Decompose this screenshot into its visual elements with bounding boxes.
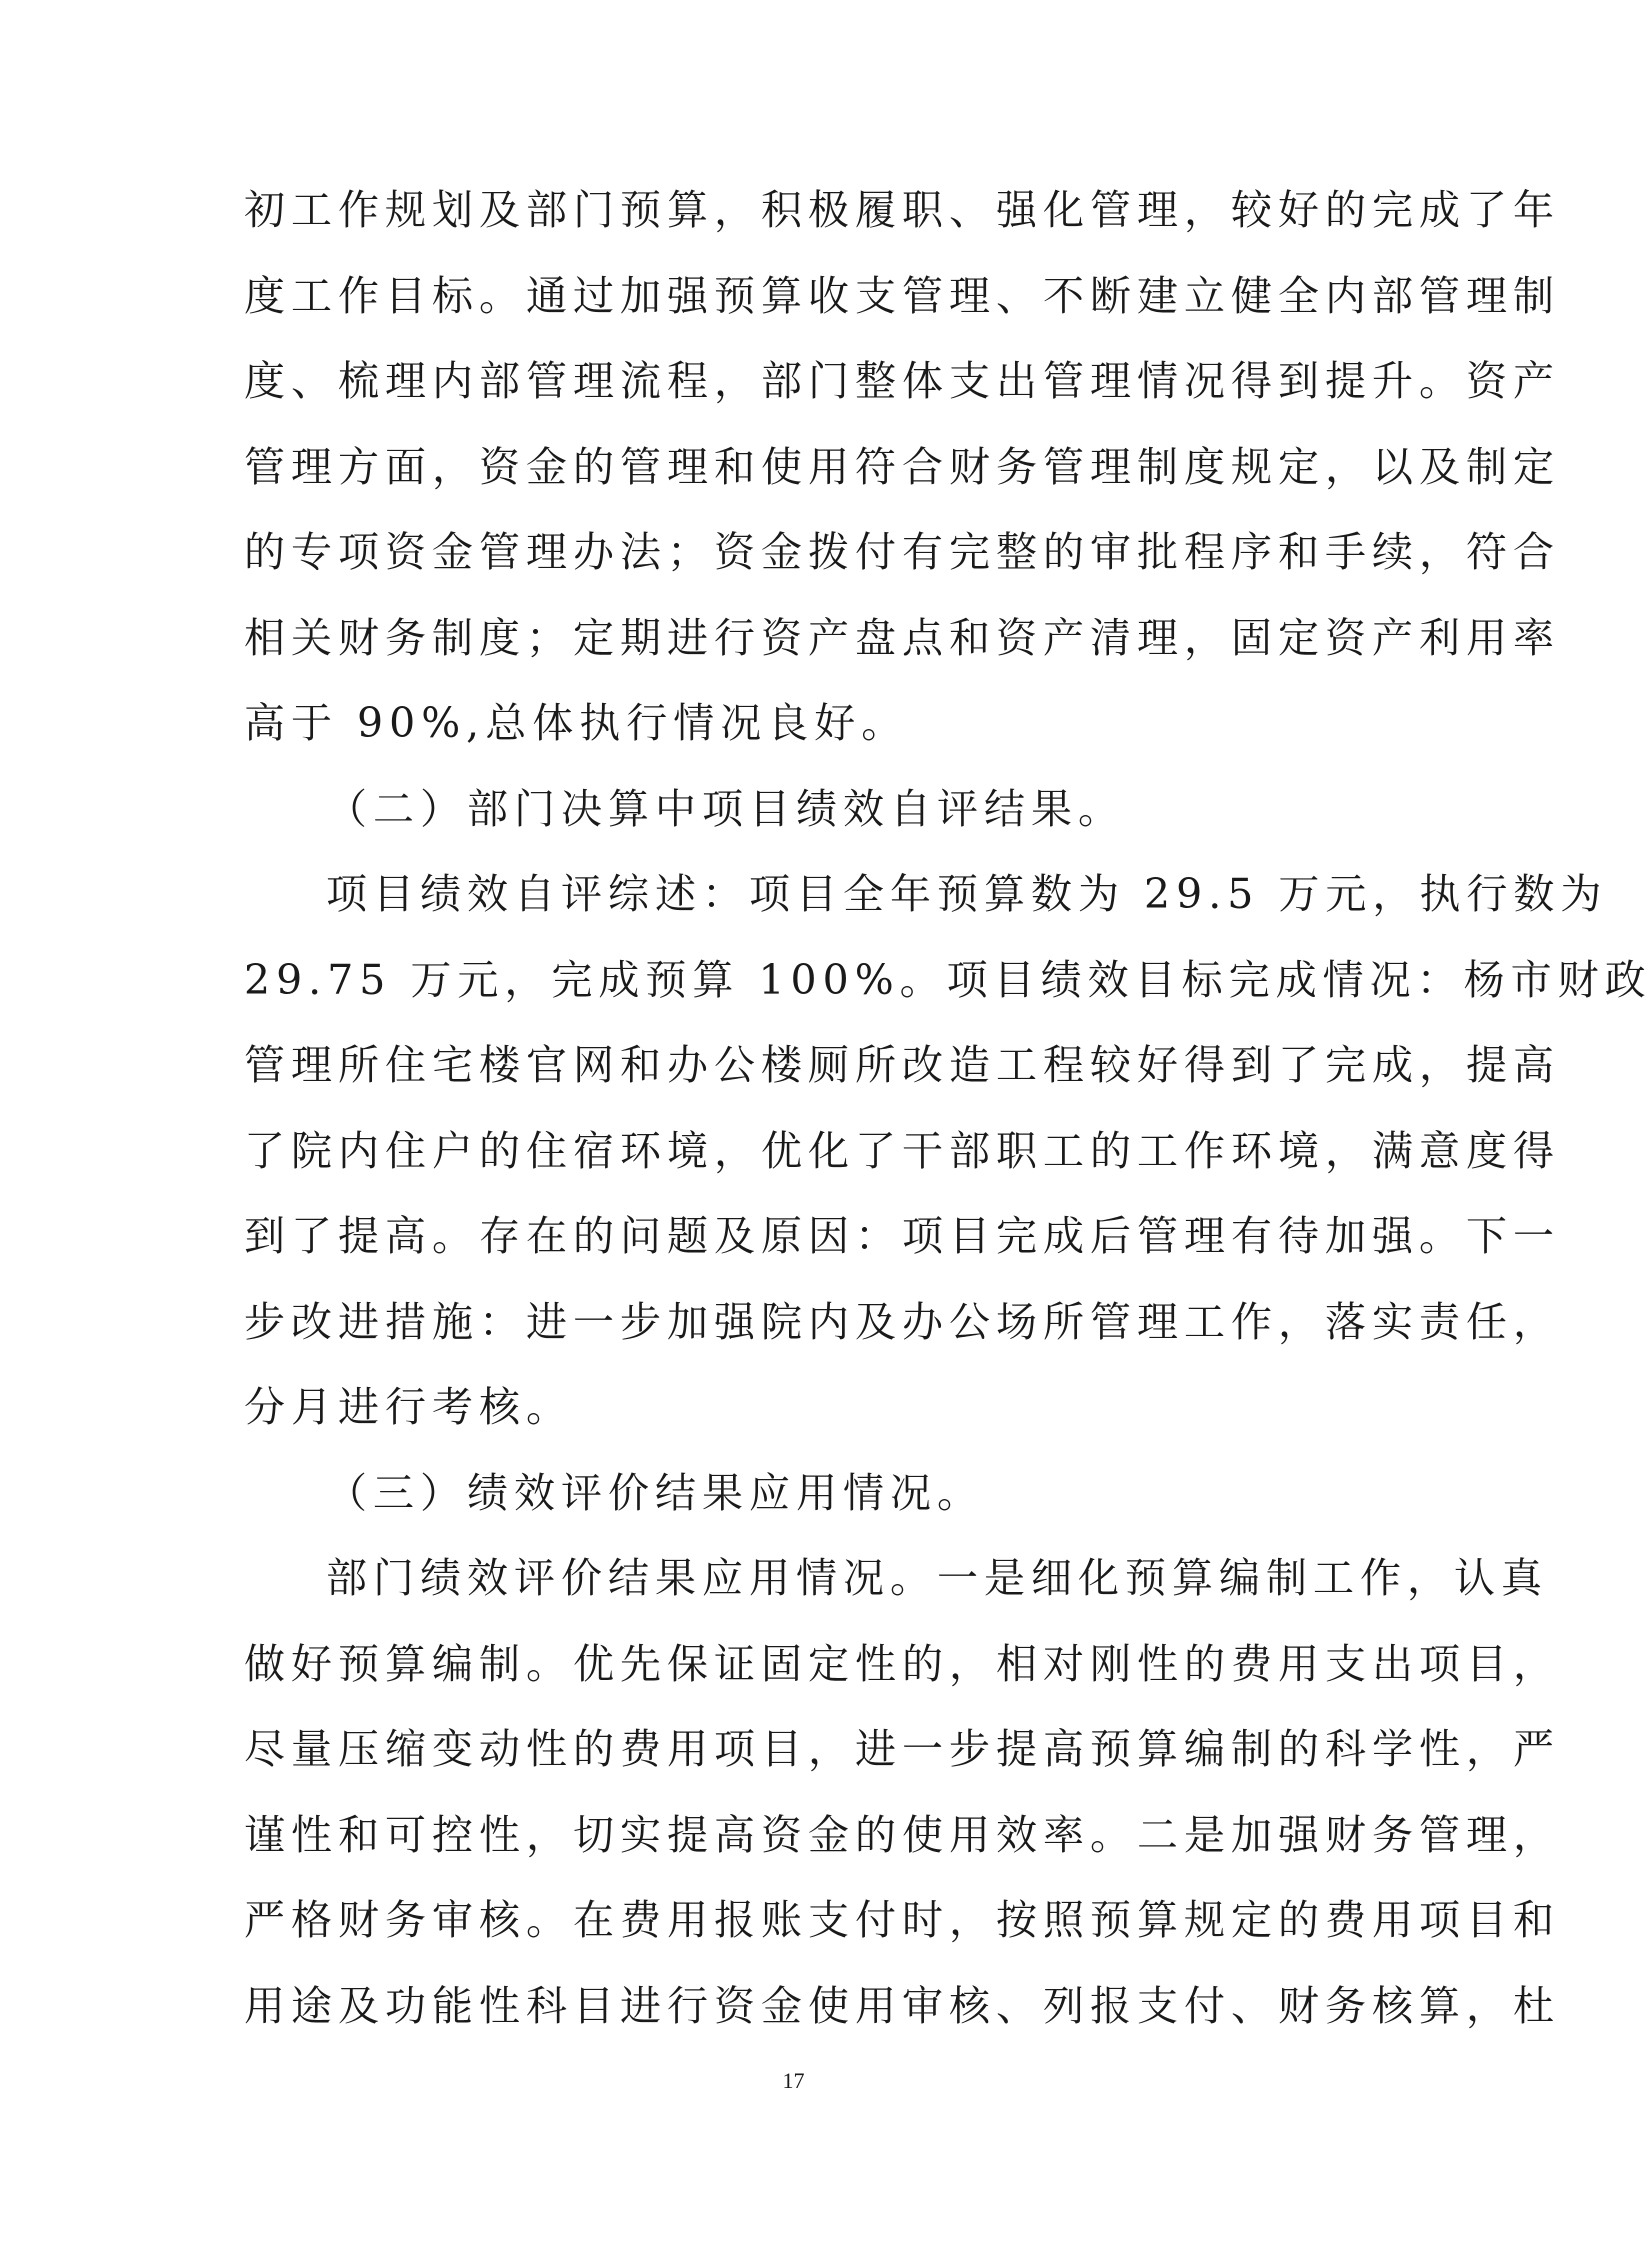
paragraph-line: 分月进行考核。 [244,1383,573,1431]
paragraph-line: 到了提高。存在的问题及原因：项目完成后管理有待加强。下一 [244,1212,1560,1260]
paragraph-line: 尽量压缩变动性的费用项目，进一步提高预算编制的科学性，严 [244,1725,1560,1773]
paragraph-line: 管理所住宅楼官网和办公楼厕所改造工程较好得到了完成，提高 [244,1041,1560,1089]
paragraph-line: 度、梳理内部管理流程，部门整体支出管理情况得到提升。资产 [244,357,1560,405]
section-heading: （三）绩效评价结果应用情况。 [326,1468,984,1517]
paragraph-line: 步改进措施：进一步加强院内及办公场所管理工作，落实责任， [244,1297,1560,1346]
paragraph-line: 初工作规划及部门预算，积极履职、强化管理，较好的完成了年 [244,186,1560,234]
paragraph-line: 严格财务审核。在费用报账支付时，按照预算规定的费用项目和 [244,1896,1560,1944]
paragraph-line: 相关财务制度；定期进行资产盘点和资产清理，固定资产利用率 [244,613,1560,662]
paragraph-line: 29.75 万元，完成预算 100%。项目绩效目标完成情况：杨市财政 [244,955,1652,1004]
paragraph-line: 谨性和可控性，切实提高资金的使用效率。二是加强财务管理， [244,1810,1560,1859]
section-heading: （二）部门决算中项目绩效自评结果。 [326,784,1125,833]
paragraph-line: 项目绩效自评综述：项目全年预算数为 29.5 万元，执行数为 [326,870,1608,918]
document-body [244,168,1652,2049]
paragraph-line: 做好预算编制。优先保证固定性的，相对刚性的费用支出项目， [244,1639,1560,1688]
paragraph-line: 高于 90%,总体执行情况良好。 [244,699,909,747]
paragraph-line: 的专项资金管理办法；资金拨付有完整的审批程序和手续，符合 [244,528,1560,576]
paragraph-line: 用途及功能性科目进行资金使用审核、列报支付、财务核算，杜 [244,1981,1560,2030]
paragraph-line: 了院内住户的住宿环境，优化了干部职工的工作环境，满意度得 [244,1126,1560,1175]
paragraph-line: 度工作目标。通过加强预算收支管理、不断建立健全内部管理制 [244,271,1560,320]
paragraph-line: 部门绩效评价结果应用情况。一是细化预算编制工作，认真 [326,1554,1548,1602]
paragraph-line: 管理方面，资金的管理和使用符合财务管理制度规定，以及制定 [244,442,1560,491]
page-number: 17 [782,2068,805,2093]
